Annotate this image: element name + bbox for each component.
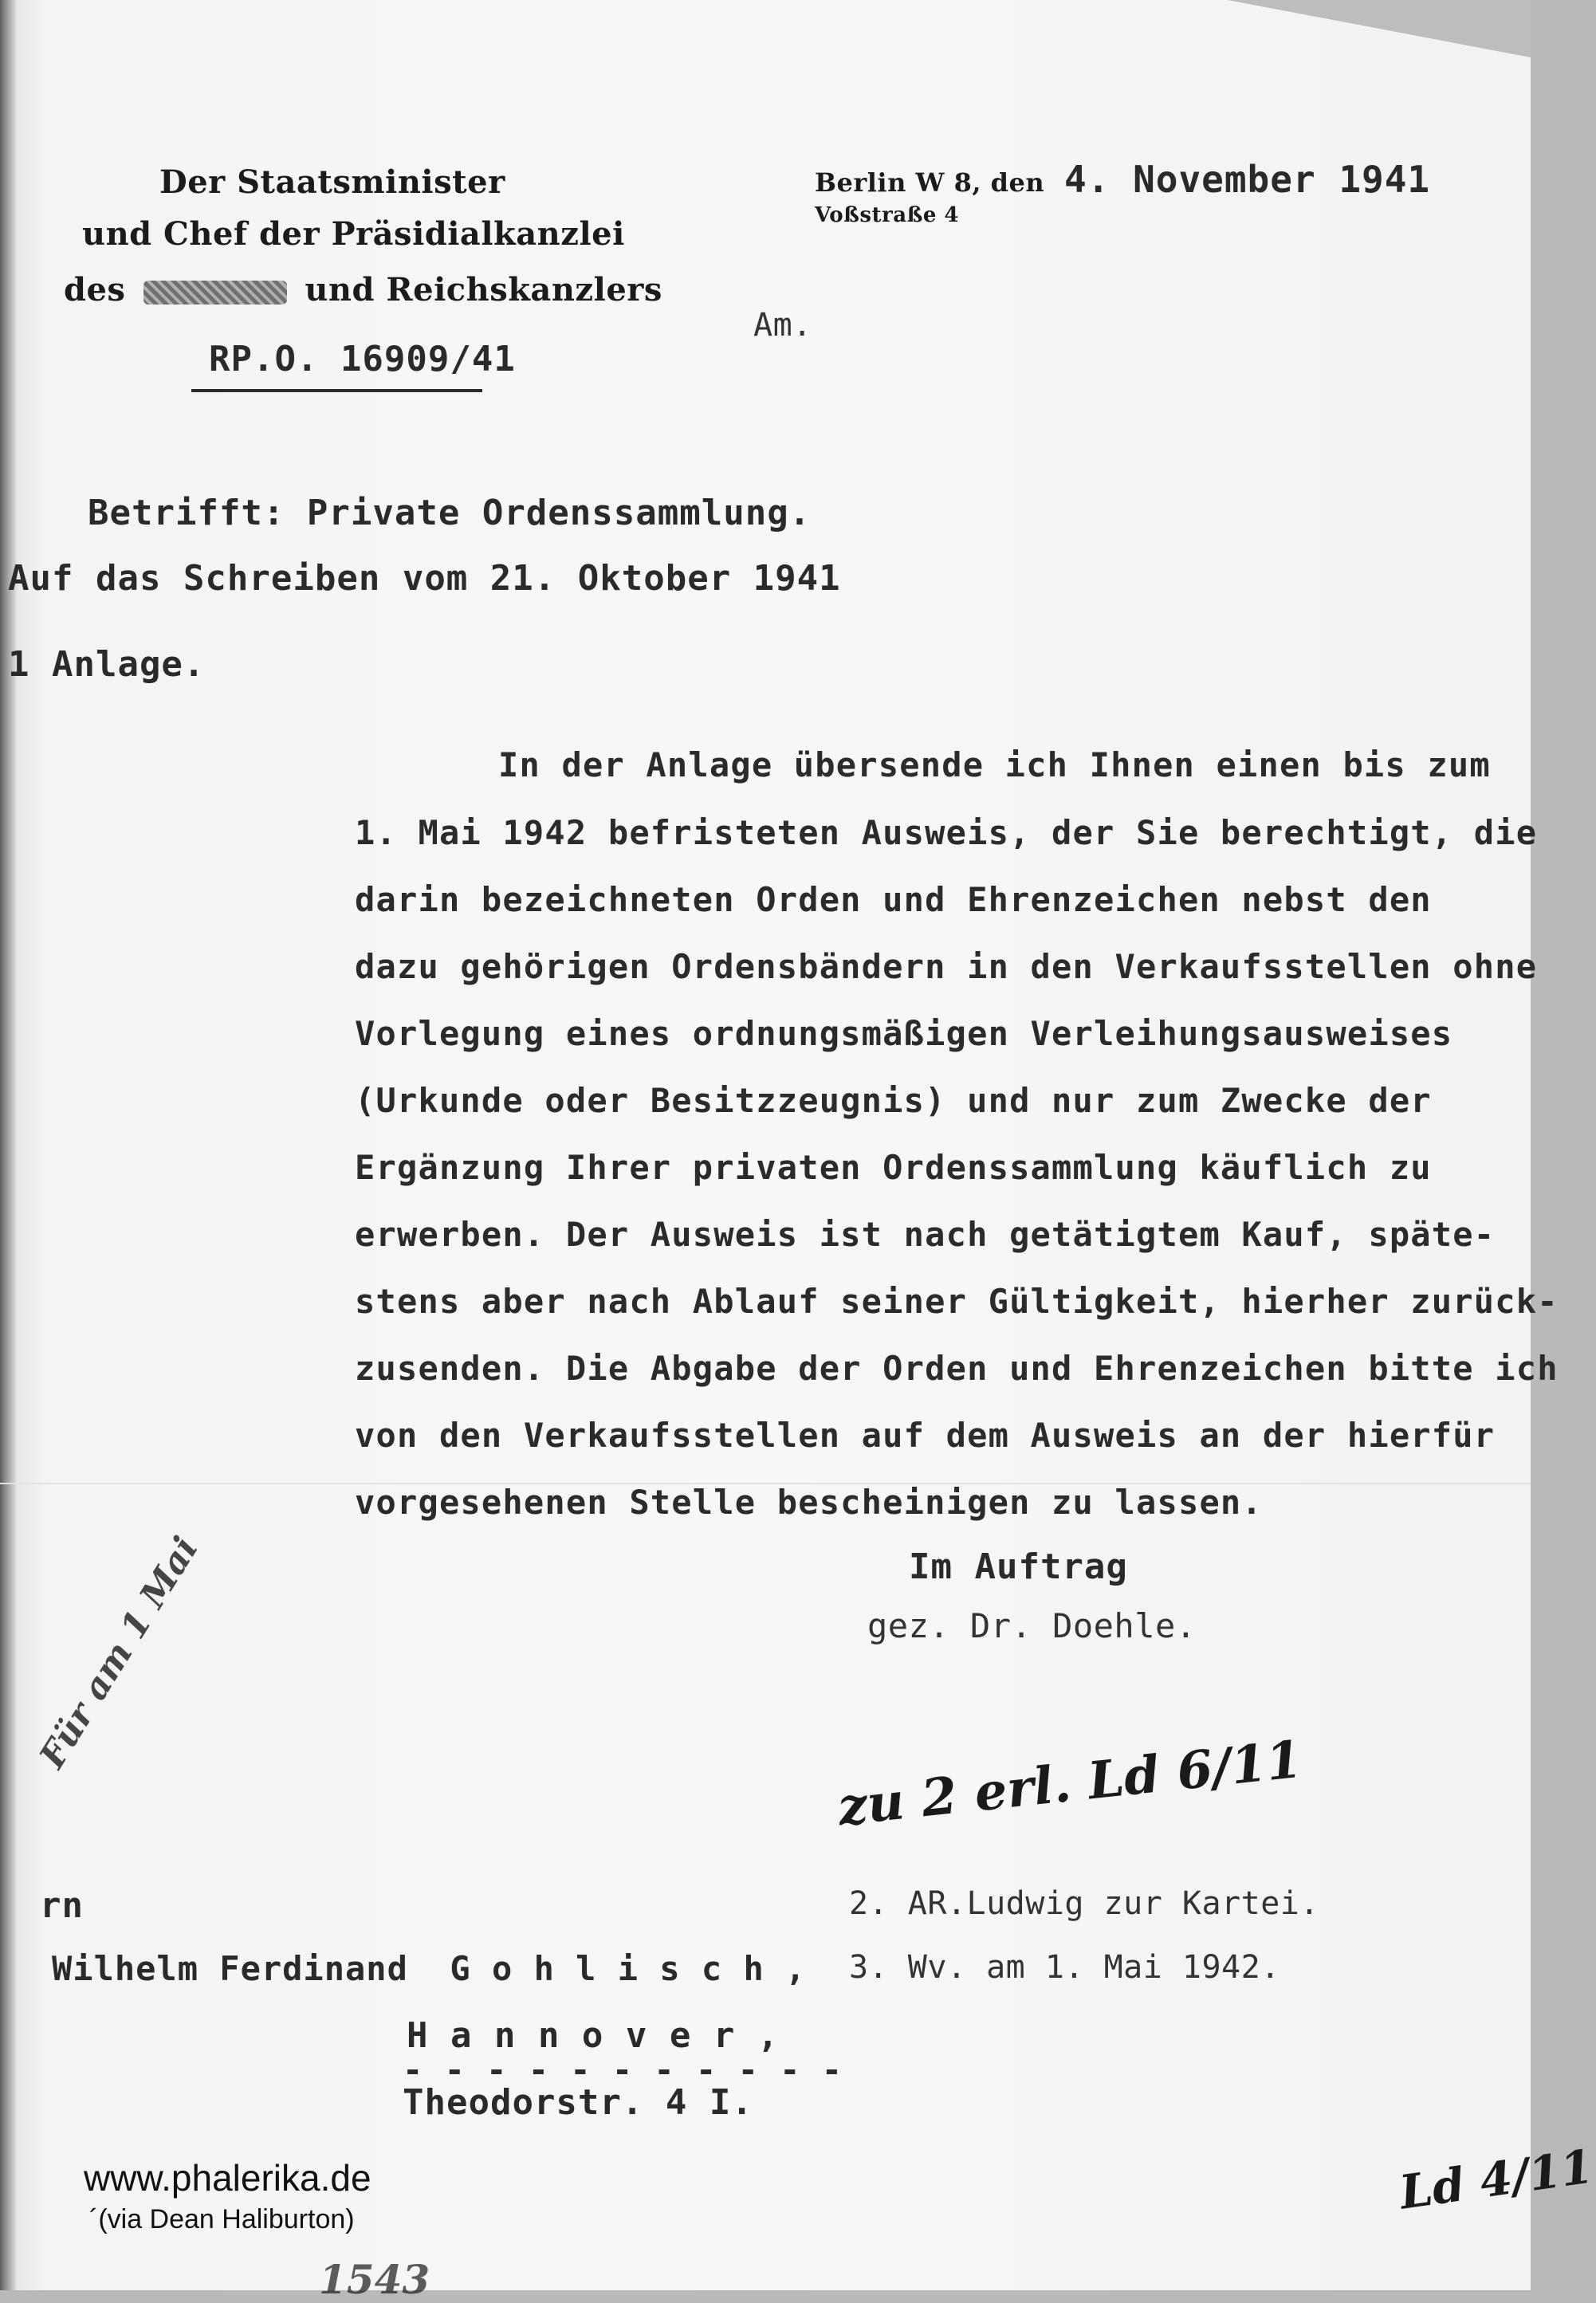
body-line-4: dazu gehörigen Ordensbändern in den Verkaufsstellen ohne <box>355 947 1538 986</box>
watermark-site: www.phalerika.de <box>84 2157 371 2199</box>
body-line-10: zusenden. Die Abgabe der Orden und Ehrenzeichen bitte ich <box>355 1349 1559 1388</box>
handwritten-margin-note: Für am 1 Mai <box>32 1530 206 1776</box>
reference-underline <box>191 389 482 392</box>
letterhead-prefix: des <box>64 271 126 309</box>
body-line-9: stens aber nach Ablauf seiner Gültigkeit, hierher zurück- <box>355 1282 1559 1321</box>
body-line-3: darin bezeichneten Orden und Ehrenzeichen nebst den <box>355 880 1432 919</box>
subject-line: Betrifft: Private Ordenssammlung. <box>88 493 812 533</box>
note-item-2: 2. AR.Ludwig zur Kartei. <box>849 1885 1319 1922</box>
letterhead-line-1: Der Staatsminister <box>159 163 505 201</box>
reference-line: Auf das Schreiben vom 21. Oktober 1941 <box>8 558 841 599</box>
letter-date: 4. November 1941 <box>1064 158 1431 201</box>
recipient-city: H a n n o v e r , <box>407 2015 780 2056</box>
letterhead-line-2: und Chef der Präsidialkanzlei <box>82 215 625 253</box>
note-item-3: 3. Wv. am 1. Mai 1942. <box>849 1949 1280 1986</box>
body-line-11: von den Verkaufsstellen auf dem Ausweis an der hierfür <box>355 1416 1496 1455</box>
place-city: Berlin W 8, den <box>815 167 1045 198</box>
redacted-word <box>143 281 287 305</box>
body-line-6: (Urkunde oder Besitzzeugnis) und nur zum Zwecke der <box>355 1081 1432 1120</box>
recipient-street: Theodorstr. 4 I. <box>403 2082 753 2123</box>
recipient-code: Am. <box>753 307 812 344</box>
letterhead-line-3 <box>64 271 662 309</box>
letterhead-suffix: und Reichskanzlers <box>305 271 662 309</box>
city-underline: - - - - - - - - - - - <box>403 2050 843 2089</box>
body-line-1: In der Anlage übersende ich Ihnen einen bis zum <box>498 745 1491 784</box>
handwritten-bottom-number: 1543 <box>319 2256 430 2303</box>
im-auftrag: Im Auftrag <box>909 1546 1128 1587</box>
reference-number: RP.O. 16909/41 <box>209 339 516 379</box>
body-line-8: erwerben. Der Ausweis ist nach getätigtem Kauf, späte- <box>355 1215 1496 1254</box>
address-salutation: rn <box>40 1885 84 1926</box>
handwritten-note: zu 2 erl. Ld 6/11 <box>835 1729 1305 1838</box>
body-line-5: Vorlegung eines ordnungsmäßigen Verleihungsausweises <box>355 1014 1453 1053</box>
signature-line: gez. Dr. Doehle. <box>867 1606 1197 1645</box>
place-street: Voßstraße 4 <box>815 203 960 227</box>
attachment-line: 1 Anlage. <box>8 644 206 685</box>
body-line-2: 1. Mai 1942 befristeten Ausweis, der Sie berechtigt, die <box>355 813 1538 852</box>
handwritten-initials: Ld 4/11 <box>1396 2139 1596 2220</box>
recipient-name: Wilhelm Ferdinand G o h l i s c h , <box>52 1949 807 1988</box>
body-line-7: Ergänzung Ihrer privaten Ordenssammlung käuflich zu <box>355 1148 1432 1187</box>
watermark-credit: ´(via Dean Haliburton) <box>89 2204 355 2234</box>
body-line-12: vorgesehenen Stelle bescheinigen zu lassen. <box>355 1483 1263 1522</box>
